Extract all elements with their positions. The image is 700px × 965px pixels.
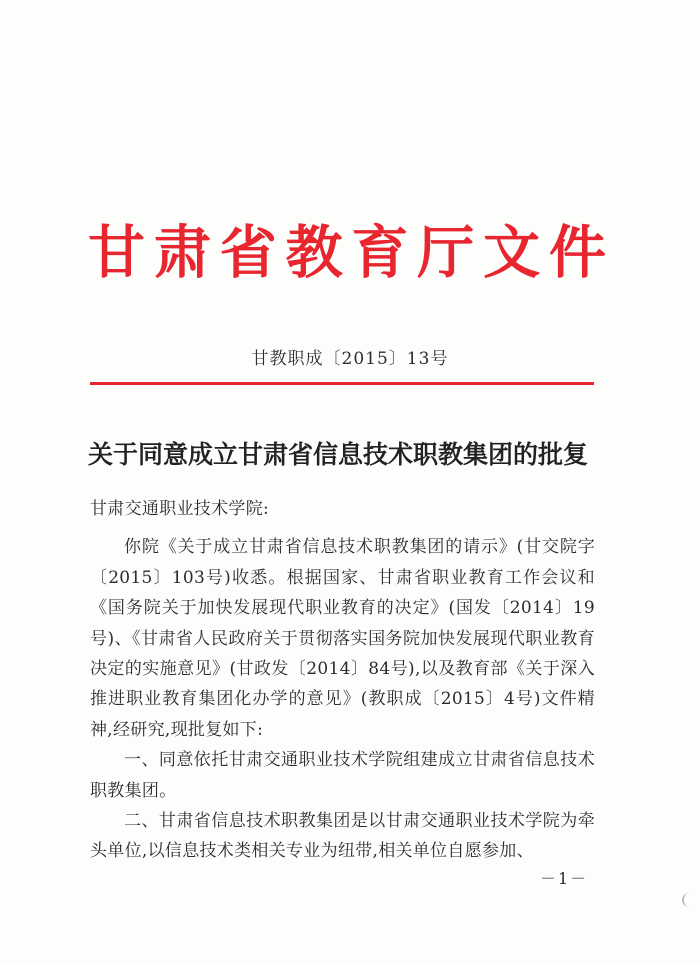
- scan-artifact-mark: [682, 893, 694, 907]
- body-paragraph-1: 你院《关于成立甘肃省信息技术职教集团的请示》(甘交院字〔2015〕103号)收悉。根据国家、甘肃省职业教育工作会议和《国务院关于加快发展现代职业教育的决定》(国发〔2014〕19号)、《甘肃省人民政府关于贯彻落实国务院加快发展现代职业教育决定的实施意见》(甘政发〔2014〕84号),以及教育部《关于深入推进职业教育集团化办学的意见》(教职成〔2015〕4号)文件精神,经研究,现批复如下:: [90, 537, 595, 740]
- body-paragraph-2: 一、同意依托甘肃交通职业技术学院组建成立甘肃省信息技术职教集团。: [90, 750, 595, 801]
- red-divider-rule: [90, 382, 594, 385]
- masthead-title: 甘肃省教育厅文件: [88, 220, 608, 286]
- salutation: 甘肃交通职业技术学院:: [90, 499, 270, 519]
- page-number: －1－: [540, 869, 589, 888]
- body-paragraph-3: 二、甘肃省信息技术职教集团是以甘肃交通职业技术学院为牵头单位,以信息技术类相关专业为纽带,相关单位自愿参加、: [90, 811, 595, 862]
- document-title: 关于同意成立甘肃省信息技术职教集团的批复: [88, 440, 589, 469]
- document-body: [90, 494, 595, 867]
- document-number: 甘教职成〔2015〕13号: [251, 349, 449, 369]
